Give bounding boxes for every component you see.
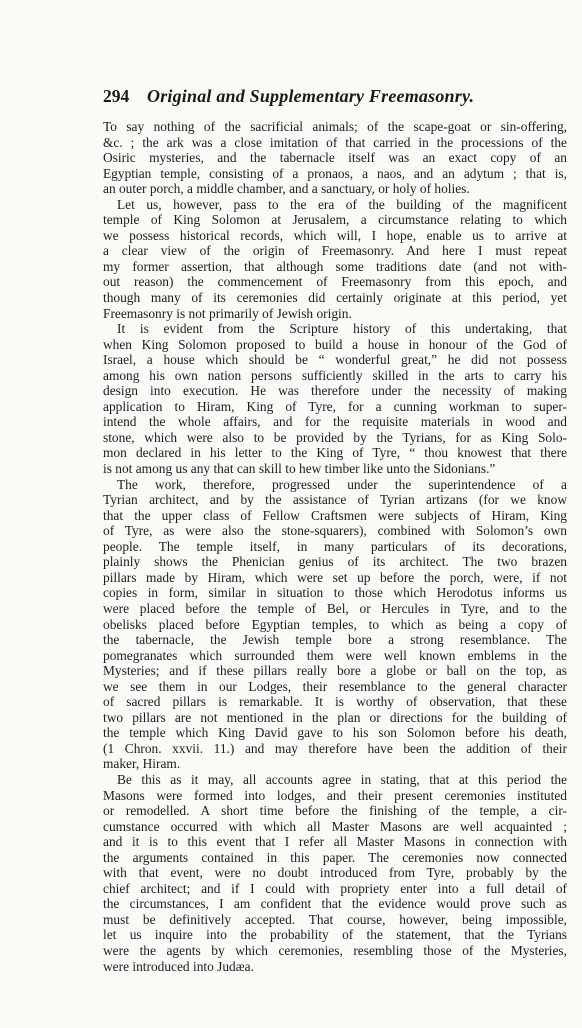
text-line: &c. ; the ark was a close imitation of that carried in the processions of the	[103, 134, 567, 150]
text-line: cumstance occurred with which all Master Masons are well acquainted ;	[103, 818, 567, 834]
text-line: my former assertion, that although some traditions date (and not with-	[103, 258, 567, 274]
text-line: intend the whole affairs, and for the requisite materials in wood and	[103, 414, 567, 430]
text-line: two pillars are not mentioned in the plan or directions for the building of	[103, 709, 567, 725]
text-line: design into execution. He was therefore under the necessity of making	[103, 383, 567, 399]
text-line: that the upper class of Fellow Craftsmen were subjects of Hiram, King	[103, 507, 567, 523]
text-line: were placed before the temple of Bel, or Hercules in Tyre, and to the	[103, 600, 567, 616]
text-line: we possess historical records, which will, I hope, enable us to arrive at	[103, 227, 567, 243]
text-line: copies in form, similar in situation to those which Herodotus informs us	[103, 585, 567, 601]
text-line: Tyrian architect, and by the assistance of Tyrian artizans (for we know	[103, 492, 567, 508]
text-line: among his own nation persons sufficiently skilled in the arts to carry his	[103, 367, 567, 383]
text-line: To say nothing of the sacrificial animals; of the scape-goat or sin-offering,	[103, 119, 567, 134]
text-line: application to Hiram, King of Tyre, for a cunning workman to super-	[103, 398, 567, 414]
text-line: Mysteries; and if these pillars really bore a globe or ball on the top, as	[103, 663, 567, 679]
page-number: 294	[103, 86, 130, 106]
text-line: mon declared in his letter to the King of Tyre, “ thou knowest that there	[103, 445, 567, 461]
body-text	[103, 119, 567, 974]
text-line: were the agents by which ceremonies, resembling those of the Mysteries,	[103, 942, 567, 958]
text-line: the temple which King David gave to his son Solomon before his death,	[103, 725, 567, 741]
text-line: (1 Chron. xxvii. 11.) and may therefore have been the addition of their	[103, 740, 567, 756]
text-line: we see them in our Lodges, their resemblance to the general character	[103, 678, 567, 694]
text-line: the circumstances, I am confident that the evidence would prove such as	[103, 896, 567, 912]
text-line: or remodelled. A short time before the finishing of the temple, a cir-	[103, 803, 567, 819]
text-line: plainly shows the Phenician genius of its architect. The two brazen	[103, 554, 567, 570]
text-line: It is evident from the Scripture history of this undertaking, that	[117, 321, 567, 337]
text-line: let us inquire into the probability of the statement, that the Tyrians	[103, 927, 567, 943]
text-line: temple of King Solomon at Jerusalem, a circumstance relating to which	[103, 212, 567, 228]
text-line: obelisks placed before Egyptian temples, to which as being a copy of	[103, 616, 567, 632]
text-line: Let us, however, pass to the era of the building of the magnificent	[117, 196, 567, 212]
text-line: were introduced into Judæa.	[103, 958, 254, 974]
page-header	[103, 86, 528, 110]
text-line: the tabernacle, the Jewish temple bore a strong resemblance. The	[103, 632, 567, 648]
text-line: Israel, a house which should be “ wonderful great,” he did not possess	[103, 352, 567, 368]
text-line: people. The temple itself, in many particulars of its decorations,	[103, 538, 567, 554]
text-line: of Tyre, as were also the stone-squarers), combined with Solomon’s own	[103, 523, 567, 539]
text-line: Masons were formed into lodges, and their present ceremonies instituted	[103, 787, 567, 803]
text-line: a clear view of the origin of Freemasonry. And here I must repeat	[103, 243, 567, 259]
running-title: Original and Supplementary Freemasonry.	[147, 86, 475, 106]
text-line: Osiric mysteries, and the tabernacle itself was an exact copy of an	[103, 150, 567, 166]
text-line: pillars made by Hiram, which were set up before the porch, were, if not	[103, 569, 567, 585]
text-line: the arguments contained in this paper. The ceremonies now connected	[103, 849, 567, 865]
text-line: Freemasonry is not primarily of Jewish origin.	[103, 305, 352, 321]
text-line: of sacred pillars is remarkable. It is worthy of observation, that these	[103, 694, 567, 710]
text-line: pomegranates which surrounded them were well known emblems in the	[103, 647, 567, 663]
text-line: Egyptian temple, consisting of a pronaos, a naos, and an adytum ; that is,	[103, 165, 567, 181]
text-line: out reason) the commencement of Freemasonry from this epoch, and	[103, 274, 567, 290]
text-line: an outer porch, a middle chamber, and a sanctuary, or holy of holies.	[103, 181, 470, 197]
text-line: and it is to this event that I refer all Master Masons in connection with	[103, 834, 567, 850]
text-line: The work, therefore, progressed under the superintendence of a	[117, 476, 567, 492]
text-line: when King Solomon proposed to build a house in honour of the God of	[103, 336, 567, 352]
text-line: though many of its ceremonies did certainly originate at this period, yet	[103, 290, 567, 306]
text-line: chief architect; and if I could with propriety enter into a full detail of	[103, 880, 567, 896]
text-line: Be this as it may, all accounts agree in stating, that at this period the	[117, 771, 567, 787]
text-line: maker, Hiram.	[103, 756, 181, 772]
text-line: must be definitively accepted. That course, however, being impossible,	[103, 911, 567, 927]
text-line: with that event, were no doubt introduced from Tyre, probably by the	[103, 865, 567, 881]
text-line: is not among us any that can skill to hew timber like unto the Sidonians.”	[103, 461, 496, 477]
text-line: stone, which were also to be provided by the Tyrians, for as King Solo-	[103, 429, 567, 445]
